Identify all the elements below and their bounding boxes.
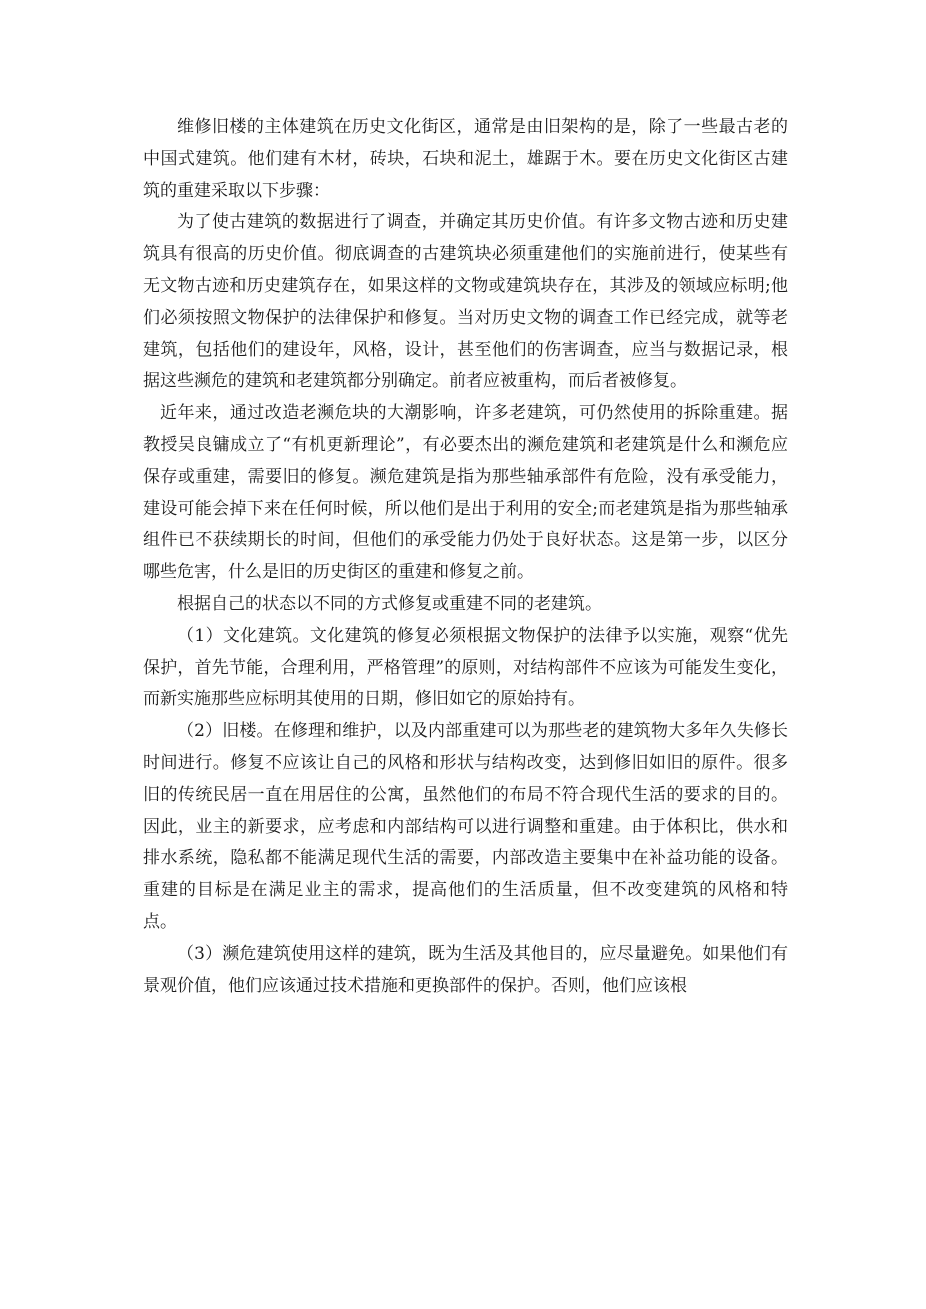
paragraph-endangered-buildings: （3）濒危建筑使用这样的建筑，既为生活及其他目的，应尽量避免。如果他们有景观价值，他们应该通过技术措施和更换部件的保护。否则，他们应该根 [143, 943, 788, 996]
paragraph-intro: 维修旧楼的主体建筑在历史文化街区，通常是由旧架构的是，除了一些最古老的中国式建筑。他们建有木材，砖块，石块和泥土，雄踞于木。要在历史文化街区古建筑的重建采取以下步骤： [143, 117, 788, 201]
paragraph-survey: 为了使古建筑的数据进行了调查，并确定其历史价值。有许多文物古迹和历史建筑具有很高的历史价值。彻底调查的古建筑块必须重建他们的实施前进行，使某些有无文物古迹和历史建筑存在，如果这样的文物或建筑块存在，其涉及的领域应标明;他们必须按照文物保护的法律保护和修复。当对历史文物的调查工作已经完成，就等老建筑，包括他们的建设年，风格，设计，甚至他们的伤害调查，应当与数据记录，根据这些濒危的建筑和老建筑都分别确定。前者应被重构，而后者被修复。 [143, 212, 788, 392]
document-body [143, 112, 788, 1002]
paragraph-cultural-buildings: （1）文化建筑。文化建筑的修复必须根据文物保护的法律予以实施，观察“优先保护，首先节能，合理利用，严格管理”的原则，对结构部件不应该为可能发生变化，而新实施那些应标明其使用的日期，修旧如它的原始持有。 [143, 625, 788, 710]
paragraph-old-buildings: （2）旧楼。在修理和维护，以及内部重建可以为那些老的建筑物大多年久失修长时间进行。修复不应该让自己的风格和形状与结构改变，达到修旧如旧的原件。很多旧的传统民居一直在用居住的公寓，虽然他们的布局不符合现代生活的要求的目的。因此，业主的新要求，应考虑和内部结构可以进行调整和重建。由于体积比，供水和排水系统，隐私都不能满足现代生活的需要，内部改造主要集中在补益功能的设备。重建的目标是在满足业主的需求，提高他们的生活质量，但不改变建筑的风格和特点。 [143, 721, 788, 932]
paragraph-repair-methods: 根据自己的状态以不同的方式修复或重建不同的老建筑。 [177, 593, 602, 614]
paragraph-recent-years: 近年来，通过改造老濒危块的大潮影响，许多老建筑，可仍然使用的拆除重建。据教授吴良镛成立了“有机更新理论”，有必要杰出的濒危建筑和老建筑是什么和濒危应保存或重建，需要旧的修复。濒危建筑是指为那些轴承部件有危险，没有承受能力，建设可能会掉下来在任何时候，所以他们是出于利用的安全;而老建筑是指为那些轴承组件已不获续期长的时间，但他们的承受能力仍处于良好状态。这是第一步，以区分哪些危害，什么是旧的历史街区的重建和修复之前。 [143, 403, 788, 583]
